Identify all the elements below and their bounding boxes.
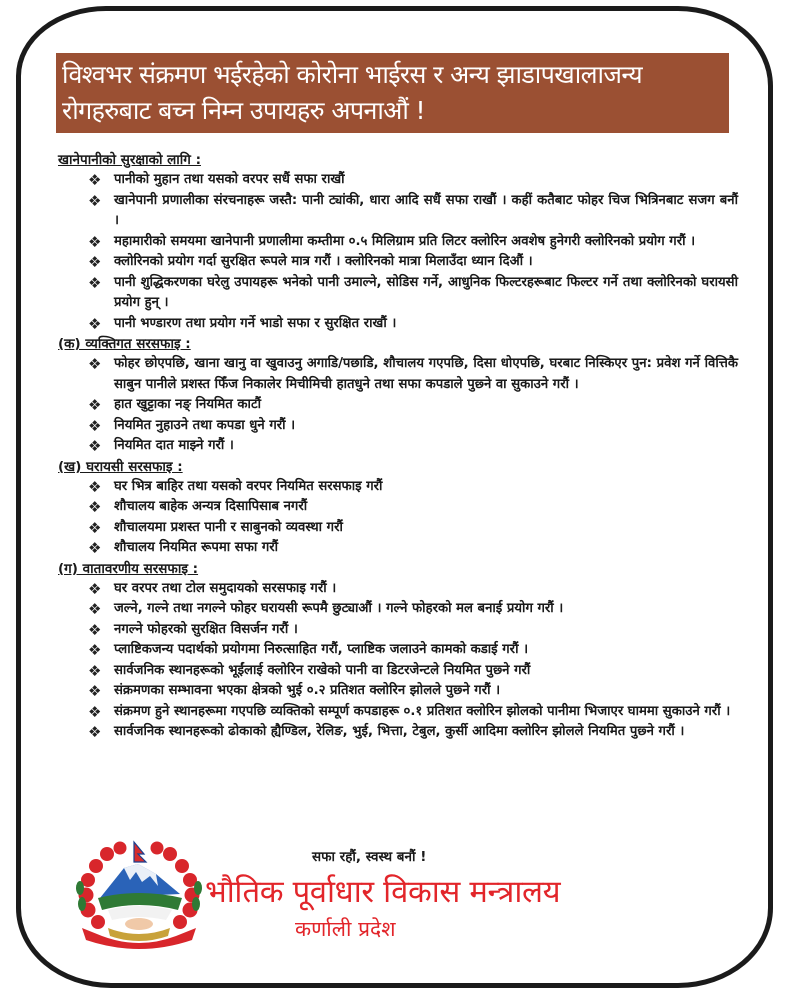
- list-item: ❖ सार्वजनिक स्थानहरूको ढोकाको ह्यैण्डिल, रेलिङ, भुई, भित्ता, टेबुल, कुर्सी आदिमा क्लोरिन झोलले नियमित पुछ्ने गरौं ।: [88, 723, 685, 741]
- section-title: (ख) घरायसी सरसफाइ :: [58, 458, 183, 475]
- list-item: ❖ शौचालय बाहेक अन्यत्र दिसापिसाब नगरौं: [88, 498, 308, 516]
- list-item: ❖ नियमित नुहाउने तथा कपडा धुने गरौं ।: [88, 416, 296, 435]
- diamond-bullet-icon: ❖: [88, 416, 102, 435]
- nepal-coat-of-arms-icon: [72, 840, 207, 955]
- list-item: ❖ पानीको मुहान तथा यसको वरपर सधैं सफा राखौं: [88, 171, 345, 189]
- list-item: ❖ सार्वजनिक स्थानहरूको भूईंलाई क्लोरिन राखेको पानी वा डिटरजेन्टले नियमित पुछ्ने गरौं: [88, 661, 531, 680]
- list-item: ❖ संक्रमण हुने स्थानहरूमा गएपछि व्यक्तिको सम्पूर्ण कपडाहरू ०.१ प्रतिशत क्लोरिन झोलको पानीमा भिजाएर घाममा सुकाउने गरौं ।: [88, 702, 731, 721]
- diamond-bullet-icon: ❖: [88, 253, 102, 271]
- diamond-bullet-icon: ❖: [88, 620, 102, 639]
- list-item: ❖ संक्रमणका सम्भावना भएका क्षेत्रको भुई ०.२ प्रतिशत क्लोरिन झोलले पुछ्ने गरौं ।: [88, 682, 501, 700]
- section-title: खानेपानीको सुरक्षाको लागि :: [58, 152, 201, 168]
- list-item: ❖ प्लाष्टिकजन्य पदार्थको प्रयोगमा निरुत्साहित गरौं, प्लाष्टिक जलाउने कामको कडाई गरौं ।: [88, 641, 529, 659]
- ministry-name: भौतिक पूर्वाधार विकास मन्त्रालय: [205, 874, 561, 910]
- list-item: ❖ जल्ने, गल्ने तथा नगल्ने फोहर घरायसी रूपमै छुट्याऔं । गल्ने फोहरको मल बनाई प्रयोग गरौं ।: [88, 600, 564, 618]
- footer-slogan: सफा रहौं, स्वस्थ बनौं !: [312, 849, 427, 865]
- diamond-bullet-icon: ❖: [88, 702, 102, 721]
- diamond-bullet-icon: ❖: [88, 396, 102, 414]
- diamond-bullet-icon: ❖: [88, 355, 102, 373]
- list-item: ❖ नियमित दात माझ्ने गरौं ।: [88, 437, 234, 455]
- list-item: ❖ हात खुट्टाका नङ् नियमित काटौं: [88, 396, 262, 414]
- diamond-bullet-icon: ❖: [88, 498, 102, 516]
- section-water-safety: [58, 150, 738, 334]
- diamond-bullet-icon: ❖: [88, 273, 102, 292]
- diamond-bullet-icon: ❖: [88, 579, 102, 598]
- advice-content: [58, 150, 738, 743]
- section-environmental-hygiene: [58, 559, 738, 743]
- list-item: ❖ फोहर छोएपछि, खाना खानु वा खुवाउनु अगाडि/पछाडि, शौचालय गएपछि, दिसा धोएपछि, घरबाट निस्किएर पुन: प्रवेश गर्ने वित्तिकै साबुन पानीले प्रशस्त फिँज निकालेर मिचीमिची हातधुने तथा सफा कपडाले पुछ्ने वा सुकाउने गरौं ।: [88, 355, 738, 392]
- list-item: ❖ घर वरपर तथा टोल समुदायको सरसफाइ गरौं ।: [88, 579, 337, 598]
- diamond-bullet-icon: ❖: [88, 682, 102, 700]
- banner-line-2: रोगहरुबाट बच्न निम्न उपायहरु अपनाऔं !: [62, 96, 425, 125]
- list-item: ❖ घर भित्र बाहिर तथा यसको वरपर नियमित सरसफाइ गरौं: [88, 477, 383, 496]
- diamond-bullet-icon: ❖: [88, 518, 102, 537]
- banner-line-1: विश्वभर संक्रमण भईरहेको कोरोना भाईरस र अन्य झाडापखालाजन्य: [62, 60, 643, 89]
- diamond-bullet-icon: ❖: [88, 437, 102, 455]
- list-item: ❖ खानेपानी प्रणालीका संरचनाहरू जस्तै: पानी ट्यांकी, धारा आदि सधैं सफा राखौं । कहीं कतैबाट फोहर चिज भित्रिनबाट सजग बनौं ।: [88, 191, 738, 228]
- diamond-bullet-icon: ❖: [88, 723, 102, 741]
- diamond-bullet-icon: ❖: [88, 191, 102, 210]
- header-banner: [56, 53, 729, 133]
- diamond-bullet-icon: ❖: [88, 171, 102, 189]
- diamond-bullet-icon: ❖: [88, 232, 102, 251]
- list-item: ❖ क्लोरिनको प्रयोग गर्दा सुरक्षित रूपले मात्र गरौं । क्लोरिनको मात्रा मिलाउँदा ध्यान दिऔं ।: [88, 253, 533, 271]
- diamond-bullet-icon: ❖: [88, 641, 102, 659]
- diamond-bullet-icon: ❖: [88, 600, 102, 618]
- list-item: ❖ महामारीको समयमा खानेपानी प्रणालीमा कम्तीमा ०.५ मिलिग्राम प्रति लिटर क्लोरिन अवशेष हुनेगरी क्लोरिनको प्रयोग गरौं ।: [88, 232, 696, 251]
- province-name: कर्णाली प्रदेश: [295, 917, 396, 941]
- diamond-bullet-icon: ❖: [88, 477, 102, 496]
- diamond-bullet-icon: ❖: [88, 539, 102, 557]
- list-item: ❖ पानी भण्डारण तथा प्रयोग गर्ने भाडो सफा र सुरक्षित राखौं ।: [88, 314, 397, 333]
- diamond-bullet-icon: ❖: [88, 314, 102, 333]
- section-personal-hygiene: [58, 334, 738, 457]
- list-item: ❖ नगल्ने फोहरको सुरक्षित विसर्जन गरौं ।: [88, 620, 298, 639]
- list-item: ❖ पानी शुद्धिकरणका घरेलु उपायहरू भनेको पानी उमाल्ने, सोडिस गर्ने, आधुनिक फिल्टरहरूबाट फिल्टर गर्ने तथा क्लोरिनको घरायसी प्रयोग हुन् ।: [88, 273, 738, 310]
- section-household-hygiene: [58, 457, 738, 559]
- section-title: (क) व्यक्तिगत सरसफाइ :: [58, 336, 191, 352]
- section-title: (ग) वातावरणीय सरसफाइ :: [58, 560, 199, 577]
- diamond-bullet-icon: ❖: [88, 661, 102, 680]
- list-item: ❖ शौचालयमा प्रशस्त पानी र साबुनको व्यवस्था गरौं: [88, 518, 343, 537]
- list-item: ❖ शौचालय नियमित रूपमा सफा गरौं: [88, 539, 279, 557]
